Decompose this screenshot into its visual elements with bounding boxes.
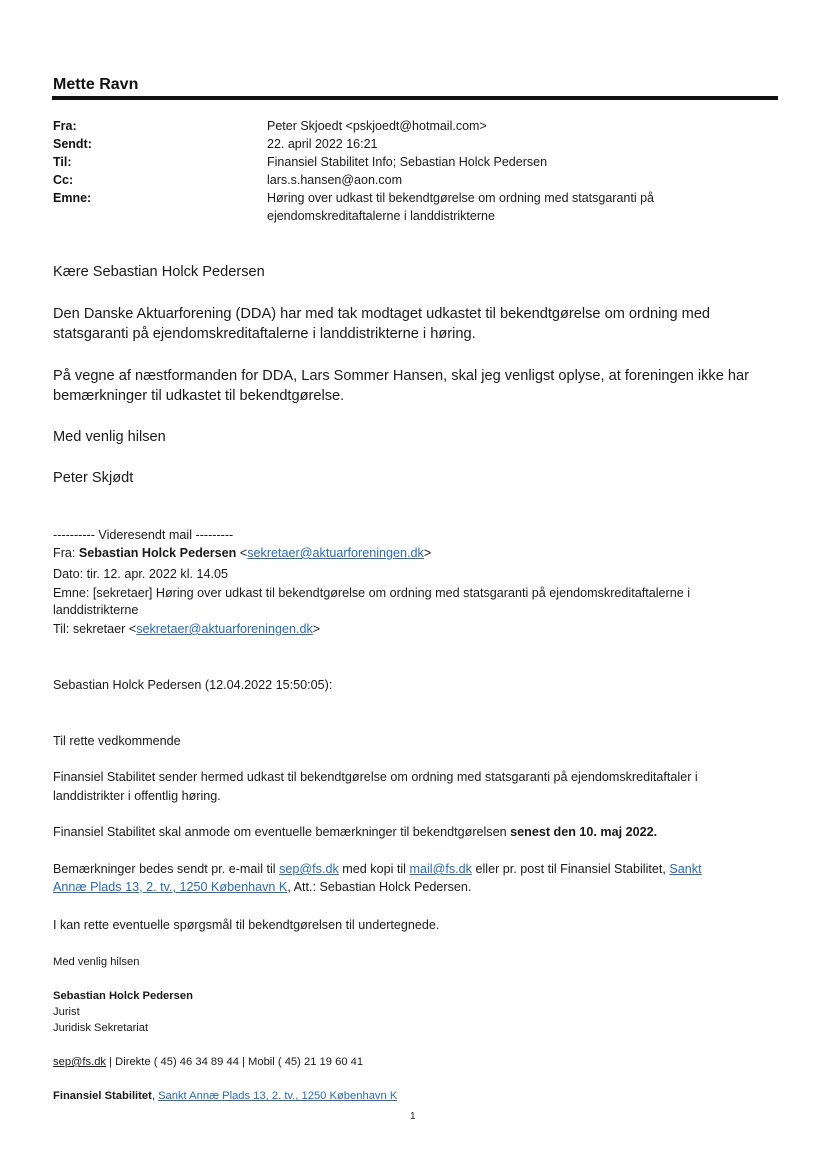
forward-subject-line-2: landdistrikterne: [53, 603, 139, 617]
quote-salutation: Til rette vedkommende: [53, 734, 181, 748]
quote-sig-title: Jurist: [53, 1006, 80, 1018]
forward-to-email-link[interactable]: sekretaer@aktuarforeningen.dk: [136, 622, 313, 636]
forward-from: Fra: Sebastian Holck Pedersen <sekretaer@aktuarforeningen.dk>: [53, 546, 432, 560]
contact-email-link[interactable]: sep@fs.dk: [53, 1056, 107, 1068]
subject-label: Emne:: [53, 191, 92, 205]
contact-phones: | Direkte ( 45) 46 34 89 44 | Mobil ( 45) 21 19 60 41: [106, 1056, 364, 1068]
forward-from-label: Fra:: [53, 546, 79, 560]
body-paragraph-1-line-2: statsgaranti på ejendomskreditaftalerne i landdistrikterne i høring.: [53, 326, 476, 342]
forward-to: Til: sekretaer <sekretaer@aktuarforeningen.dk>: [53, 622, 321, 636]
body-paragraph-1-line-1: Den Danske Aktuarforening (DDA) har med tak modtaget udkastet til bekendtgørelse om ordning med: [53, 306, 711, 322]
quote-paragraph-4: I kan rette eventuelle spørgsmål til bekendtgørelsen til undertegnede.: [53, 918, 440, 932]
body-paragraph-2-line-2: bemærkninger til udkastet til bekendtgørelse.: [53, 388, 345, 404]
cc-label: Cc:: [53, 173, 74, 187]
forward-from-email-link[interactable]: sekretaer@aktuarforeningen.dk: [247, 546, 424, 560]
closing: Med venlig hilsen: [53, 429, 166, 445]
address-link-part-2[interactable]: Annæ Plads 13, 2. tv., 1250 København K: [53, 880, 288, 894]
mail-email-link[interactable]: mail@fs.dk: [409, 862, 472, 876]
body-paragraph-2-line-1: På vegne af næstformanden for DDA, Lars Sommer Hansen, skal jeg venligst oplyse, at foreningen ikke har: [53, 368, 749, 384]
quote-paragraph-3-part-a: Bemærkninger bedes sendt pr. e-mail til: [53, 862, 280, 876]
org-name: Finansiel Stabilitet: [53, 1090, 152, 1102]
quote-sig-department: Juridisk Sekretariat: [53, 1022, 149, 1034]
quote-paragraph-3-part-b: med kopi til: [338, 862, 410, 876]
contact-line: [53, 1056, 363, 1068]
quote-sig-name: Sebastian Holck Pedersen: [53, 990, 193, 1002]
quote-paragraph-3-line-1: [53, 861, 702, 878]
quote-paragraph-1-line-2: landdistrikter i offentlig høring.: [53, 789, 221, 803]
greeting: Kære Sebastian Holck Pedersen: [53, 264, 265, 280]
address-link-part-1[interactable]: Sankt: [669, 862, 702, 876]
quote-paragraph-1-line-1: Finansiel Stabilitet sender hermed udkast til bekendtgørelse om ordning med statsgaranti på ejendomskreditaftaler i: [53, 770, 698, 784]
header-divider: [52, 96, 778, 100]
to-value: Finansiel Stabilitet Info; Sebastian Holck Pedersen: [267, 155, 548, 169]
quote-closing: Med venlig hilsen: [53, 956, 140, 968]
quote-paragraph-2: [53, 824, 657, 841]
org-line: [53, 1090, 397, 1102]
from-value: Peter Skjoedt <pskjoedt@hotmail.com>: [267, 119, 487, 133]
page-number: 1: [410, 1111, 416, 1122]
quote-paragraph-2-text: Finansiel Stabilitet skal anmode om eventuelle bemærkninger til bekendtgørelsen: [53, 825, 511, 839]
sep-email-link[interactable]: sep@fs.dk: [279, 862, 339, 876]
subject-value-line2: ejendomskreditaftalerne i landdistrikterne: [267, 209, 495, 223]
signature: Peter Skjødt: [53, 470, 134, 486]
deadline: senest den 10. maj 2022.: [510, 825, 658, 839]
sent-label: Sendt:: [53, 137, 92, 151]
to-label: Til:: [53, 155, 72, 169]
forward-date: Dato: tir. 12. apr. 2022 kl. 14.05: [53, 567, 229, 581]
sent-value: 22. april 2022 16:21: [267, 137, 378, 151]
subject-value-line1: Høring over udkast til bekendtgørelse om ordning med statsgaranti på: [267, 191, 654, 205]
forward-subject-line-1: Emne: [sekretaer] Høring over udkast til bekendtgørelse om ordning med statsgaranti på ejendomskreditaftalerne i: [53, 586, 690, 600]
from-label: Fra:: [53, 119, 77, 133]
forward-to-label: Til: sekretaer: [53, 622, 129, 636]
quote-paragraph-3-part-d: , Att.: Sebastian Holck Pedersen.: [287, 880, 472, 894]
forward-from-name: Sebastian Holck Pedersen: [78, 546, 237, 560]
cc-value: lars.s.hansen@aon.com: [267, 173, 402, 187]
forward-separator: ---------- Videresendt mail ---------: [53, 528, 234, 542]
mailbox-owner-name: Mette Ravn: [53, 76, 139, 93]
org-address-link[interactable]: Sankt Annæ Plads 13, 2. tv., 1250 København K: [158, 1090, 398, 1102]
quote-paragraph-3-line-2: [53, 879, 471, 896]
org-separator: ,: [151, 1090, 159, 1102]
quote-header: Sebastian Holck Pedersen (12.04.2022 15:50:05):: [53, 678, 333, 692]
quote-paragraph-3-part-c: eller pr. post til Finansiel Stabilitet,: [471, 862, 670, 876]
